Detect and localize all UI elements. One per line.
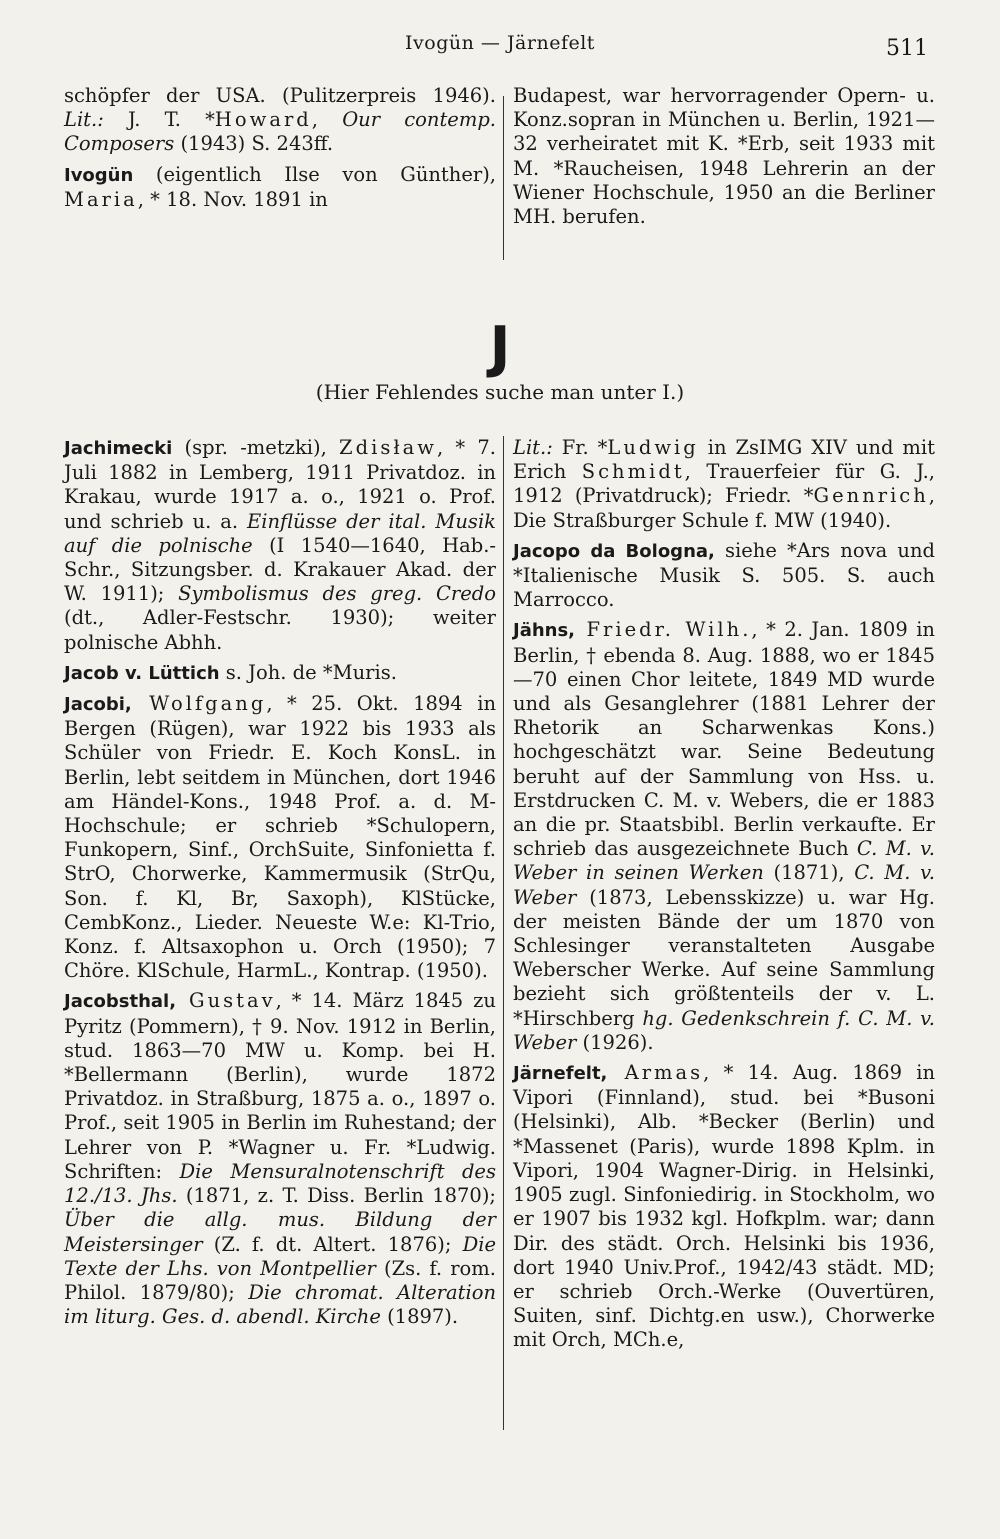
- entry-ivoguen-cont: Budapest, war hervorragender Opern- u. Konz.sopran in München u. Berlin, 1921—32 verheiratet mit K. *Erb, seit 1933 mit M. *Raucheisen, 1948 Lehrerin an der Wiener Hochschule, 1950 an die Berliner MH. berufen.: [513, 84, 935, 229]
- entry-jaernefelt: Järnefelt, Armas, * 14. Aug. 1869 in Vipori (Finnland), stud. bei *Busoni (Helsinki), Alb. *Becker (Berlin) und *Massenet (Paris), wurde 1898 Kplm. in Vipori, 1904 Wagner-Dirig. in Helsinki, 1905 zugl. Sinfoniedirig. in Stockholm, wo er 1907 bis 1932 kgl. Hofkplm. war; dann Dir. des städt. Orch. Helsinki bis 1936, dort 1940 Univ.Prof., 1942/43 städt. MD; er schrieb Orch.-Werke (Ouvertüren, Suiten, sinf. Dichtg.en usw.), Chorwerke mit Orch, MCh.e,: [513, 1061, 935, 1352]
- entry-jaehns: Jähns, Friedr. Wilh., * 2. Jan. 1809 in Berlin, † ebenda 8. Aug. 1888, wo er 1845—70 einen Chor leitete, 1849 MD wurde und als Gesanglehrer (1881 Lehrer der Rhetorik an Scharwenkas Kons.) hochgeschätzt war. Seine Bedeutung beruht auf der Sammlung von Hss. u. Erstdrucken C. M. v. Webers, die er 1883 an die pr. Staatsbibl. Berlin verkaufte. Er schrieb das ausgezeichnete Buch C. M. v. Weber in seinen Werken (1871), C. M. v. Weber (1873, Lebensskizze) u. war Hg. der meisten Bände der um 1870 von Schlesinger veranstalteten Ausgabe Weberscher Werke. Auf seine Sammlung bezieht sich größtenteils der v. L. *Hirschberg hg. Gedenkschrein f. C. M. v. Weber (1926).: [513, 618, 936, 1054]
- entry-continuation: schöpfer der USA. (Pulitzerpreis 1946). Lit.: J. T. *Howard, Our contemp. Composers (1943) S. 243ff.: [64, 84, 496, 156]
- right-column: [513, 436, 935, 1353]
- headword: Jachimecki: [64, 438, 173, 459]
- top-right-column: [513, 84, 935, 229]
- page-number: 511: [886, 36, 928, 61]
- top-left-column: [64, 84, 496, 212]
- column-rule: [503, 436, 504, 1430]
- entry-jacopo: Jacopo da Bologna, siehe *Ars nova und *Italienische Musik S. 505. S. auch Marrocco.: [513, 538, 935, 612]
- page-header: [0, 30, 1000, 64]
- left-column: [64, 436, 496, 1329]
- headword: Jacob v. Lüttich: [64, 662, 220, 684]
- column-rule: [503, 96, 504, 260]
- entry-jacobsthal: Jacobsthal, Gustav, * 14. März 1845 zu Pyritz (Pommern), † 9. Nov. 1912 in Berlin, stud. 1863—70 MW u. Komp. bei H. *Bellermann (Berlin), wurde 1872 Privatdoz. in Straßburg, 1875 a. o., 1897 o. Prof., seit 1905 in Berlin im Ruhestand; der Lehrer von P. *Wagner u. Fr. *Ludwig. Schriften: Die Mensuralnotenschrift des 12./13. Jhs. (1871, z. T. Diss. Berlin 1870); Über die allg. mus. Bildung der Meistersinger (Z. f. dt. Altert. 1876); Die Texte der Lhs. von Montpellier (Zs. f. rom. Philol. 1879/80); Die chromat. Alteration im liturg. Ges. d. abendl. Kirche (1897).: [64, 989, 496, 1329]
- headword: Ivogün: [64, 164, 134, 186]
- entry-jacobsthal-lit: Lit.: Fr. *Ludwig in ZsIMG XIV und mit Erich Schmidt, Trauerfeier für G. J., 1912 (Privatdruck); Friedr. *Gennrich, Die Straßburger Schule f. MW (1940).: [513, 436, 935, 532]
- section-note: (Hier Fehlendes suche man unter I.): [315, 380, 685, 404]
- entry-jachimecki: Jachimecki (spr. -metzki), Zdisław, * 7. Juli 1882 in Lemberg, 1911 Privatdoz. in Krakau, wurde 1917 a. o., 1921 o. Prof. und schrieb u. a. Einflüsse der ital. Musik auf die polnische (I 1540—1640, Hab.-Schr., Sitzungsber. d. Krakauer Akad. der W. 1911); Symbolismus des greg. Credo (dt., Adler-Festschr. 1930); weiter polnische Abhh.: [64, 436, 496, 654]
- headword: Järnefelt,: [513, 1063, 608, 1085]
- entry-jacobi: Jacobi, Wolfgang, * 25. Okt. 1894 in Bergen (Rügen), war 1922 bis 1933 als Schüler von Friedr. E. Koch KonsL. in Berlin, lebt seitdem in München, dort 1946 am Händel-Kons., 1948 Prof. a. d. M-Hochschule; er schrieb *Schulopern, Funkopern, Sinf., OrchSuite, Sinfonietta f. StrO, Chorwerke, Kammermusik (StrQu, Son. f. Kl, Br, Saxoph), KlStücke, CembKonz., Lieder. Neueste W.e: Kl-Trio, Konz. f. Altsaxophon u. Orch (1950); 7 Chöre. KlSchule, HarmL., Kontrap. (1950).: [64, 692, 497, 983]
- headword: Jacobsthal,: [64, 991, 177, 1013]
- headword: Jacobi,: [64, 694, 132, 716]
- section-letter: J: [489, 315, 511, 380]
- entry-ivoguen: Ivogün (eigentlich Ilse von Günther), Maria, * 18. Nov. 1891 in: [64, 162, 496, 211]
- headword: Jähns,: [513, 620, 576, 642]
- headword: Jacopo da Bologna,: [513, 540, 715, 562]
- entry-jacob: Jacob v. Lüttich s. Joh. de *Muris.: [64, 660, 397, 684]
- running-head: Ivogün — Järnefelt: [405, 32, 595, 54]
